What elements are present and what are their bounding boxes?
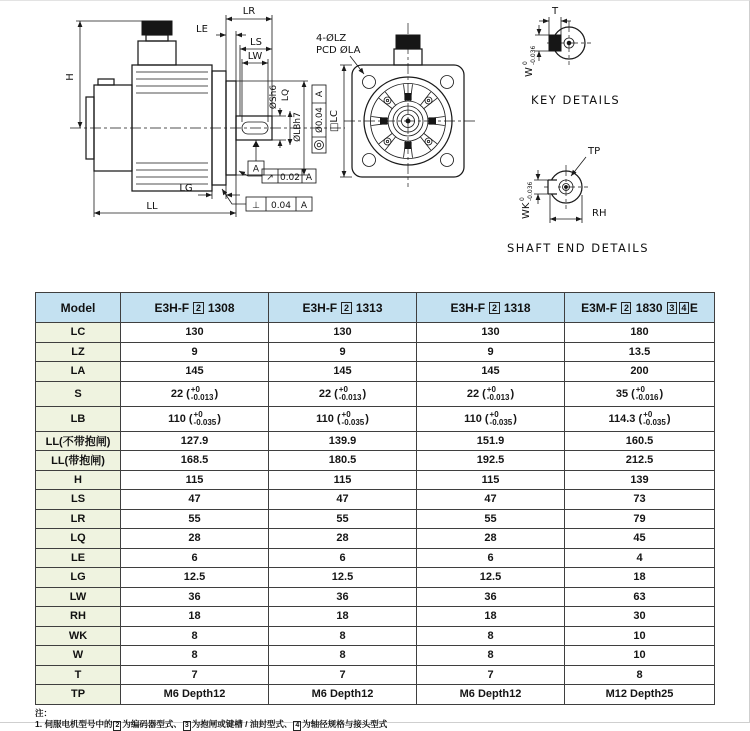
table-row — [36, 451, 715, 471]
model-column-header: E3M-F 2 1830 3 4 E — [565, 293, 715, 323]
concentricity-icon — [315, 141, 324, 150]
dim-value: 130 — [269, 323, 417, 343]
dim-value: 18 — [269, 607, 417, 627]
dim-value: 55 — [417, 509, 565, 529]
dim-value: 127.9 — [121, 431, 269, 451]
connector-cap — [142, 21, 172, 35]
dim-label: LW — [36, 587, 121, 607]
dim-value: 18 — [417, 607, 565, 627]
table-row — [36, 342, 715, 362]
svg-text:0: 0 — [522, 61, 529, 65]
dim-value: 8 — [269, 646, 417, 666]
tolerance-stack: +0 -0.013 — [486, 384, 510, 402]
motor-body-outline — [86, 35, 272, 191]
dim-value: 151.9 — [417, 431, 565, 451]
runout-value: 0.02 — [279, 173, 301, 183]
dim-label-wk — [519, 181, 534, 219]
dim-value: M6 Depth12 — [269, 685, 417, 705]
dim-value: 139 — [565, 470, 715, 490]
dim-label: WK — [36, 626, 121, 646]
key-block — [549, 35, 561, 51]
dim-label-le: LE — [196, 24, 208, 35]
dim-label: LS — [36, 490, 121, 510]
svg-text:-0.036: -0.036 — [530, 45, 537, 65]
boxed-number: 4 — [295, 721, 300, 729]
perpendicularity-value: 0.04 — [270, 201, 292, 211]
model-column-header: E3H-F 2 1308 — [121, 293, 269, 323]
shaft-end-details — [507, 146, 649, 255]
boxed-number: 4 — [679, 302, 689, 314]
front-connector-cap — [396, 35, 420, 49]
dim-value: 13.5 — [565, 342, 715, 362]
dim-label-ls: LS — [250, 37, 262, 48]
tolerance-stack: +0 -0.035 — [193, 409, 217, 427]
dim-value: 28 — [269, 529, 417, 549]
dim-label: LA — [36, 362, 121, 382]
dim-value: 22 ( +0 -0.013 ) — [417, 381, 565, 406]
model-column-header: E3H-F 2 1318 — [417, 293, 565, 323]
dim-label: W — [36, 646, 121, 666]
dim-label: LL(带抱闸) — [36, 451, 121, 471]
model-header: Model — [36, 293, 121, 323]
table-row — [36, 406, 715, 431]
dim-value: 73 — [565, 490, 715, 510]
header-row — [36, 293, 715, 323]
dim-label-lc: □LC — [329, 109, 340, 133]
dim-value: 7 — [121, 665, 269, 685]
footnote — [35, 708, 714, 731]
dim-label: LG — [36, 568, 121, 588]
dim-value: 18 — [565, 568, 715, 588]
dim-value: 115 — [121, 470, 269, 490]
table-row — [36, 548, 715, 568]
dim-value: 8 — [417, 626, 565, 646]
key-details — [522, 6, 620, 107]
dim-value: 115 — [269, 470, 417, 490]
dim-value: 145 — [417, 362, 565, 382]
front-view — [316, 23, 476, 187]
dim-value: 115 — [417, 470, 565, 490]
boxed-number: 2 — [193, 302, 203, 314]
dim-value: M6 Depth12 — [417, 685, 565, 705]
key-details-title: KEY DETAILS — [531, 93, 621, 107]
table-row — [36, 323, 715, 343]
tolerance-stack: +0 -0.035 — [341, 409, 365, 427]
table-row — [36, 568, 715, 588]
tolerance-stack: +0 -0.013 — [338, 384, 362, 402]
dim-value: M12 Depth25 — [565, 685, 715, 705]
dim-label-shaft-dia: ØSh6 — [269, 84, 279, 110]
dim-value: 4 — [565, 548, 715, 568]
concentricity-datum-label: A — [315, 90, 325, 98]
dim-label-t: T — [551, 6, 559, 17]
dim-label: LL(不带抱闸) — [36, 431, 121, 451]
tap-hole-dot — [565, 186, 568, 189]
dim-value: M6 Depth12 — [121, 685, 269, 705]
dim-value: 9 — [417, 342, 565, 362]
dim-value: 114.3 ( +0 -0.035 ) — [565, 406, 715, 431]
tolerance-stack: +0 -0.016 — [635, 384, 659, 402]
dim-value: 8 — [121, 626, 269, 646]
tolerance-stack: +0 -0.035 — [489, 409, 513, 427]
dim-value: 8 — [565, 665, 715, 685]
dim-label: H — [36, 470, 121, 490]
dim-value: 18 — [121, 607, 269, 627]
dim-value: 145 — [269, 362, 417, 382]
table-row — [36, 509, 715, 529]
table-row — [36, 607, 715, 627]
label-pcd: PCD ØLA — [316, 45, 361, 56]
dim-value: 12.5 — [269, 568, 417, 588]
technical-drawing — [0, 1, 750, 292]
footnote-title: 注： — [35, 707, 53, 718]
dim-label: TP — [36, 685, 121, 705]
shaft-end-details-title: SHAFT END DETAILS — [507, 241, 650, 255]
dim-value: 200 — [565, 362, 715, 382]
table-row — [36, 431, 715, 451]
concentricity-value: Ø0.04 — [315, 107, 325, 133]
dim-label-spigot-dia: ØLBh7 — [293, 112, 303, 142]
dim-value: 79 — [565, 509, 715, 529]
datum-a-label: A — [252, 164, 260, 175]
dim-value: 180 — [565, 323, 715, 343]
dim-label-h: H — [65, 73, 76, 81]
boxed-number: 3 — [184, 721, 189, 729]
table-row — [36, 626, 715, 646]
dim-label-rh: RH — [592, 208, 607, 219]
runout-datum-label: A — [305, 173, 313, 183]
dim-value: 9 — [121, 342, 269, 362]
dim-value: 130 — [121, 323, 269, 343]
dim-value: 63 — [565, 587, 715, 607]
svg-text:W: W — [524, 67, 535, 77]
dimension-table-section — [35, 292, 714, 731]
svg-text:0: 0 — [519, 197, 526, 201]
dim-label: LZ — [36, 342, 121, 362]
dim-value: 47 — [269, 490, 417, 510]
dim-value: 36 — [121, 587, 269, 607]
perpendicularity-icon: ⊥ — [252, 201, 260, 211]
dim-label: LR — [36, 509, 121, 529]
table-row — [36, 587, 715, 607]
dim-value: 55 — [121, 509, 269, 529]
dim-label: S — [36, 381, 121, 406]
dim-value: 6 — [417, 548, 565, 568]
dim-label: LQ — [36, 529, 121, 549]
boxed-number: 2 — [341, 302, 351, 314]
dim-value: 168.5 — [121, 451, 269, 471]
perpendicularity-datum-label: A — [300, 201, 308, 211]
concentricity-frame — [312, 85, 326, 153]
dim-value: 7 — [417, 665, 565, 685]
dim-value: 36 — [269, 587, 417, 607]
side-view — [65, 6, 345, 217]
dim-value: 9 — [269, 342, 417, 362]
boxed-number: 2 — [621, 302, 631, 314]
dim-value: 10 — [565, 626, 715, 646]
dim-value: 36 — [417, 587, 565, 607]
dim-label-lw: LW — [247, 51, 263, 62]
table-row — [36, 646, 715, 666]
runout-icon: ↗ — [266, 173, 274, 183]
dim-label: LE — [36, 548, 121, 568]
label-bolt-holes: 4-ØLZ — [316, 33, 347, 44]
perpendicularity-frame — [222, 189, 312, 211]
dim-value: 160.5 — [565, 431, 715, 451]
dim-value: 47 — [417, 490, 565, 510]
boxed-number: 2 — [489, 302, 499, 314]
boxed-number: 2 — [115, 721, 120, 729]
dim-value: 212.5 — [565, 451, 715, 471]
dim-label-tp: TP — [588, 146, 601, 157]
dim-value: 35 ( +0 -0.016 ) — [565, 381, 715, 406]
table-row — [36, 685, 715, 705]
dim-value: 145 — [121, 362, 269, 382]
dim-value: 7 — [269, 665, 417, 685]
dim-value: 130 — [417, 323, 565, 343]
dim-value: 110 ( +0 -0.035 ) — [269, 406, 417, 431]
dim-label: RH — [36, 607, 121, 627]
dim-label: LC — [36, 323, 121, 343]
footnote-line: 1. 伺服电机型号中的 2 为编码器型式、 3 为抱闸或键槽 / 油封型式、 4 为轴径规格与接头型式 — [35, 718, 388, 729]
dim-value: 45 — [565, 529, 715, 549]
dim-value: 22 ( +0 -0.013 ) — [269, 381, 417, 406]
table-row — [36, 470, 715, 490]
dim-value: 139.9 — [269, 431, 417, 451]
dim-value: 192.5 — [417, 451, 565, 471]
dim-value: 55 — [269, 509, 417, 529]
dim-label-lq: LQ — [281, 88, 291, 102]
tolerance-stack: +0 -0.035 — [643, 409, 666, 427]
dimension-table-body — [36, 323, 715, 705]
dim-value: 28 — [417, 529, 565, 549]
dim-value: 47 — [121, 490, 269, 510]
dim-label-lg: LG — [179, 183, 193, 194]
svg-text:-0.036: -0.036 — [527, 181, 534, 201]
dim-value: 10 — [565, 646, 715, 666]
svg-text:WK: WK — [521, 202, 532, 219]
table-row — [36, 529, 715, 549]
table-row — [36, 381, 715, 406]
dim-label: T — [36, 665, 121, 685]
dim-label-ll: LL — [146, 201, 158, 212]
dim-value: 8 — [121, 646, 269, 666]
table-row — [36, 665, 715, 685]
dim-value: 6 — [121, 548, 269, 568]
dim-value: 12.5 — [121, 568, 269, 588]
boxed-number: 3 — [667, 302, 677, 314]
dim-value: 8 — [269, 626, 417, 646]
dim-label-w — [522, 45, 537, 77]
model-column-header: E3H-F 2 1313 — [269, 293, 417, 323]
dim-value: 110 ( +0 -0.035 ) — [417, 406, 565, 431]
tolerance-stack: +0 -0.013 — [190, 384, 214, 402]
dim-label: LB — [36, 406, 121, 431]
dimension-table — [35, 292, 715, 705]
shaft-center-dot — [567, 41, 571, 45]
dim-value: 28 — [121, 529, 269, 549]
dim-value: 110 ( +0 -0.035 ) — [121, 406, 269, 431]
dim-value: 30 — [565, 607, 715, 627]
dim-value: 12.5 — [417, 568, 565, 588]
dim-value: 22 ( +0 -0.013 ) — [121, 381, 269, 406]
dim-value: 8 — [417, 646, 565, 666]
dim-value: 180.5 — [269, 451, 417, 471]
table-row — [36, 362, 715, 382]
dim-label-lr: LR — [242, 6, 256, 17]
dim-value: 6 — [269, 548, 417, 568]
table-row — [36, 490, 715, 510]
runout-frame — [239, 169, 316, 183]
